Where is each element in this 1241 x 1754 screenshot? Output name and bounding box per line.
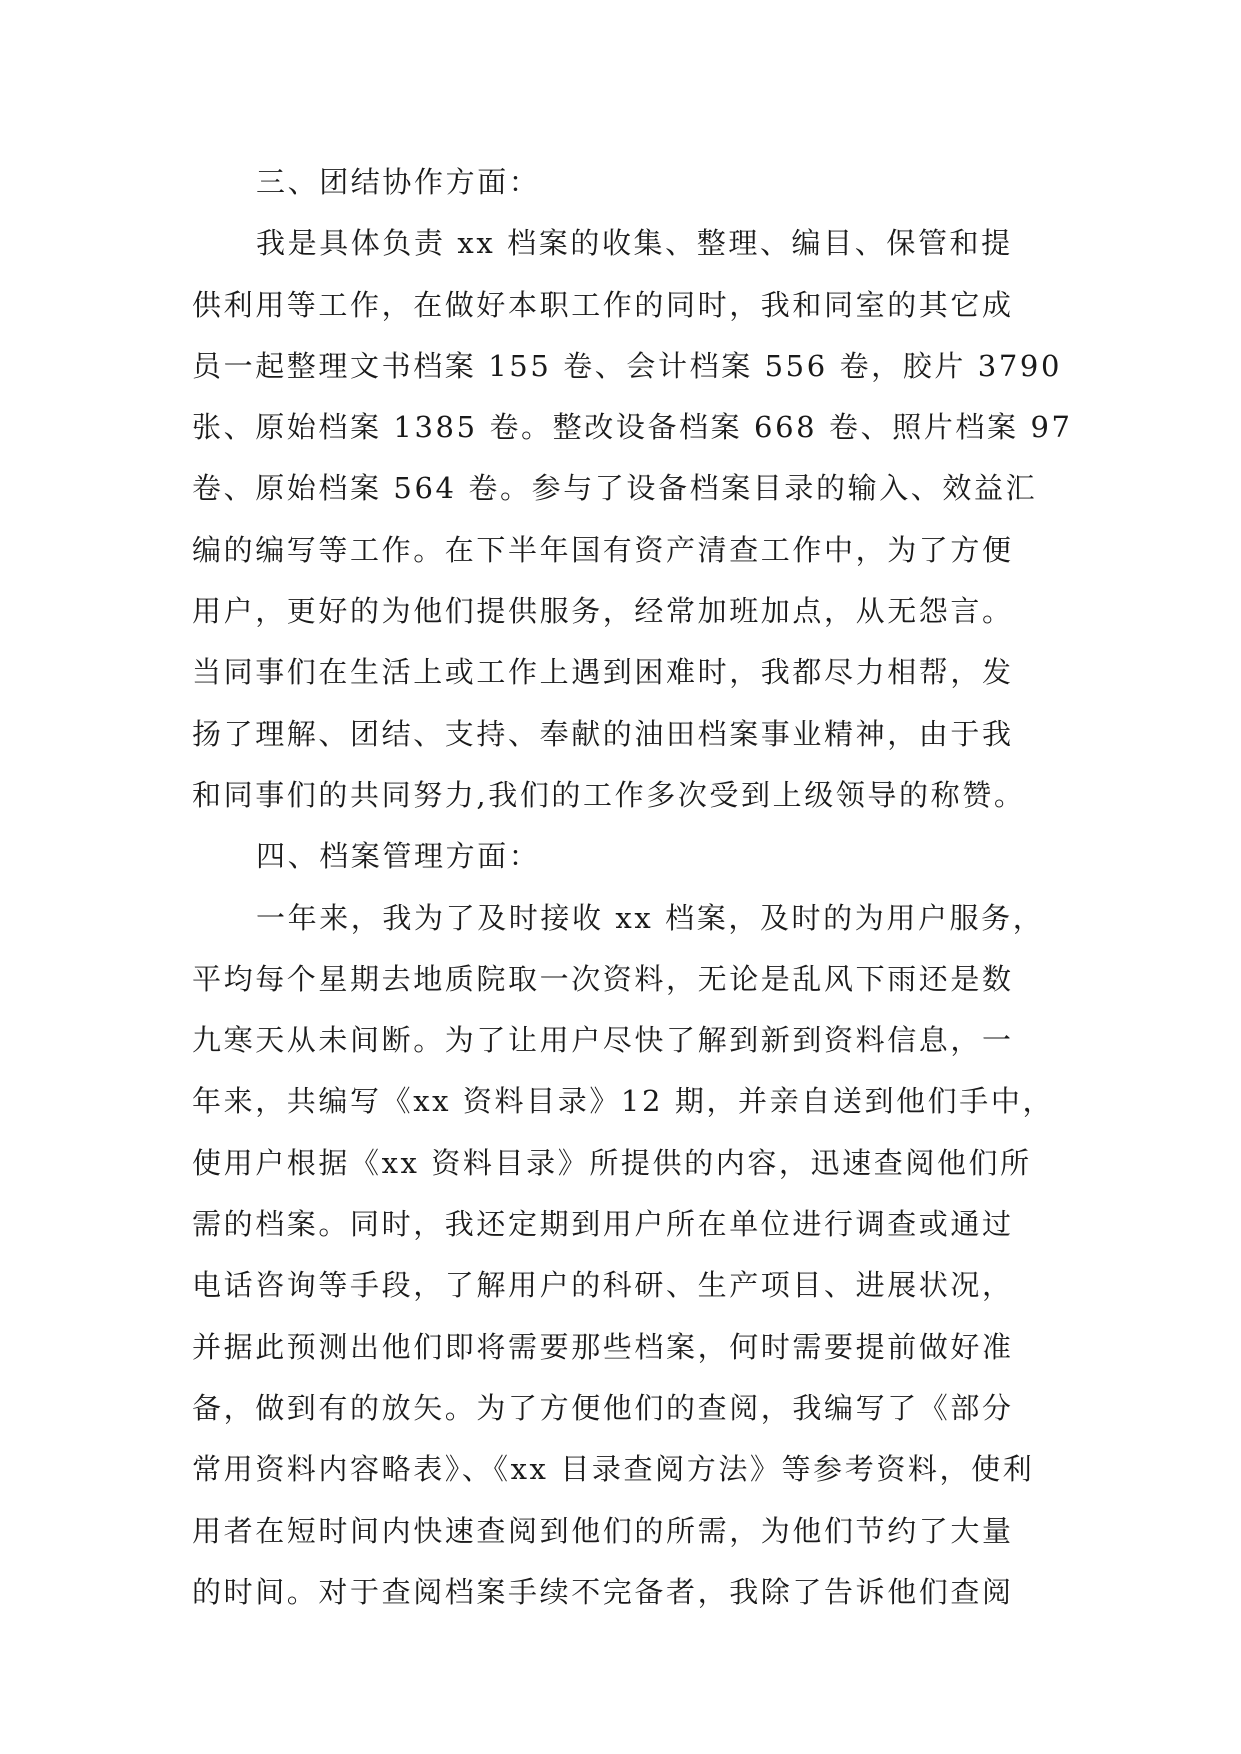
paragraph-line: 卷、原始档案 564 卷。参与了设备档案目录的输入、效益汇 — [192, 471, 1038, 506]
paragraph-line: 电话咨询等手段，了解用户的科研、生产项目、进展状况， — [192, 1268, 1014, 1303]
document-body — [192, 164, 1073, 1635]
paragraph-line: 备，做到有的放矢。为了方便他们的查阅，我编写了《部分 — [192, 1390, 1014, 1425]
paragraph-line: 需的档案。同时，我还定期到用户所在单位进行调查或通过 — [192, 1207, 1014, 1242]
paragraph-line: 当同事们在生活上或工作上遇到困难时，我都尽力相帮，发 — [192, 655, 1014, 690]
paragraph-line: 使用户根据《xx 资料目录》所提供的内容，迅速查阅他们所 — [192, 1145, 1032, 1180]
paragraph-line: 员一起整理文书档案 155 卷、会计档案 556 卷，胶片 3790 — [192, 348, 1062, 383]
paragraph-line: 供利用等工作，在做好本职工作的同时，我和同室的其它成 — [192, 287, 1014, 322]
paragraph-line: 张、原始档案 1385 卷。整改设备档案 668 卷、照片档案 97 — [192, 410, 1073, 445]
paragraph-line: 用户，更好的为他们提供服务，经常加班加点，从无怨言。 — [192, 594, 1014, 629]
paragraph-line: 我是具体负责 xx 档案的收集、整理、编目、保管和提 — [256, 226, 1013, 261]
paragraph-line: 扬了理解、团结、支持、奉献的油田档案事业精神，由于我 — [192, 716, 1014, 751]
paragraph-line: 平均每个星期去地质院取一次资料，无论是乱风下雨还是数 — [192, 961, 1014, 996]
paragraph-line: 九寒天从未间断。为了让用户尽快了解到新到资料信息，一 — [192, 1023, 1014, 1058]
paragraph-line: 年来，共编写《xx 资料目录》12 期，并亲自送到他们手中， — [192, 1084, 1055, 1119]
paragraph-line: 并据此预测出他们即将需要那些档案，何时需要提前做好准 — [192, 1329, 1014, 1364]
section-heading-teamwork: 三、团结协作方面： — [256, 165, 541, 199]
paragraph-line: 和同事们的共同努力,我们的工作多次受到上级领导的称赞。 — [192, 777, 1026, 812]
paragraph-line: 常用资料内容略表》、《xx 目录查阅方法》等参考资料，使利 — [192, 1452, 1035, 1487]
paragraph-line: 一年来，我为了及时接收 xx 档案，及时的为用户服务， — [256, 900, 1045, 935]
paragraph-line: 编的编写等工作。在下半年国有资产清查工作中，为了方便 — [192, 532, 1014, 567]
paragraph-line: 的时间。对于查阅档案手续不完备者，我除了告诉他们查阅 — [192, 1574, 1014, 1609]
paragraph-line: 用者在短时间内快速查阅到他们的所需，为他们节约了大量 — [192, 1513, 1014, 1548]
section-heading-archive-management: 四、档案管理方面： — [256, 839, 541, 874]
